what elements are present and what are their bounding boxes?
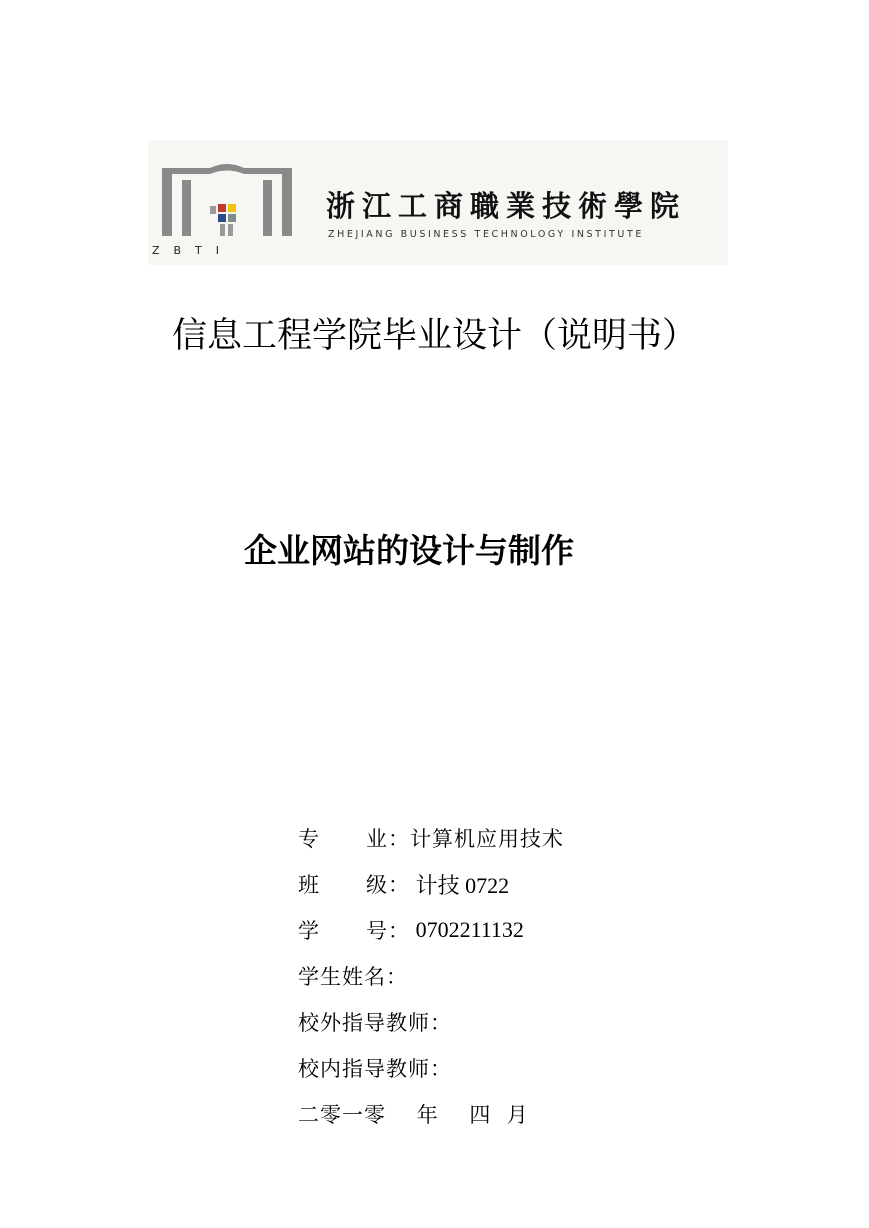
class-value: 计技 0722 [410,872,510,898]
info-list [298,815,698,1137]
gate-emblem-icon [148,140,308,250]
project-title: 企业网站的设计与制作 [244,531,574,570]
date-row [298,1091,698,1137]
document-title: 信息工程学院毕业设计（说明书） [171,316,697,356]
school-name-chinese: 浙江工商職業技術學院 [326,189,687,223]
class-row [298,861,698,907]
major-value: 计算机应用技术 [410,827,565,851]
class-label: 班 级： [298,873,411,897]
major-label: 专 业： [298,827,411,851]
external-advisor-row [298,999,698,1045]
internal-advisor-row [298,1045,698,1091]
date-text: 二零一零 年 四 月 [298,1103,529,1127]
student-id-row [298,907,698,953]
student-id-label: 学 号： [298,919,411,943]
student-name-label: 学生姓名： [298,965,408,989]
logo-abbreviation: Z B T I [152,244,220,257]
external-advisor-label: 校外指导教师： [298,1011,452,1035]
internal-advisor-label: 校内指导教师： [298,1057,452,1081]
major-row [298,815,698,861]
student-id-value: 0702211132 [410,917,524,942]
school-name-english: ZHEJIANG BUSINESS TECHNOLOGY INSTITUTE [328,229,644,240]
school-logo [148,140,728,265]
student-name-row [298,953,698,999]
